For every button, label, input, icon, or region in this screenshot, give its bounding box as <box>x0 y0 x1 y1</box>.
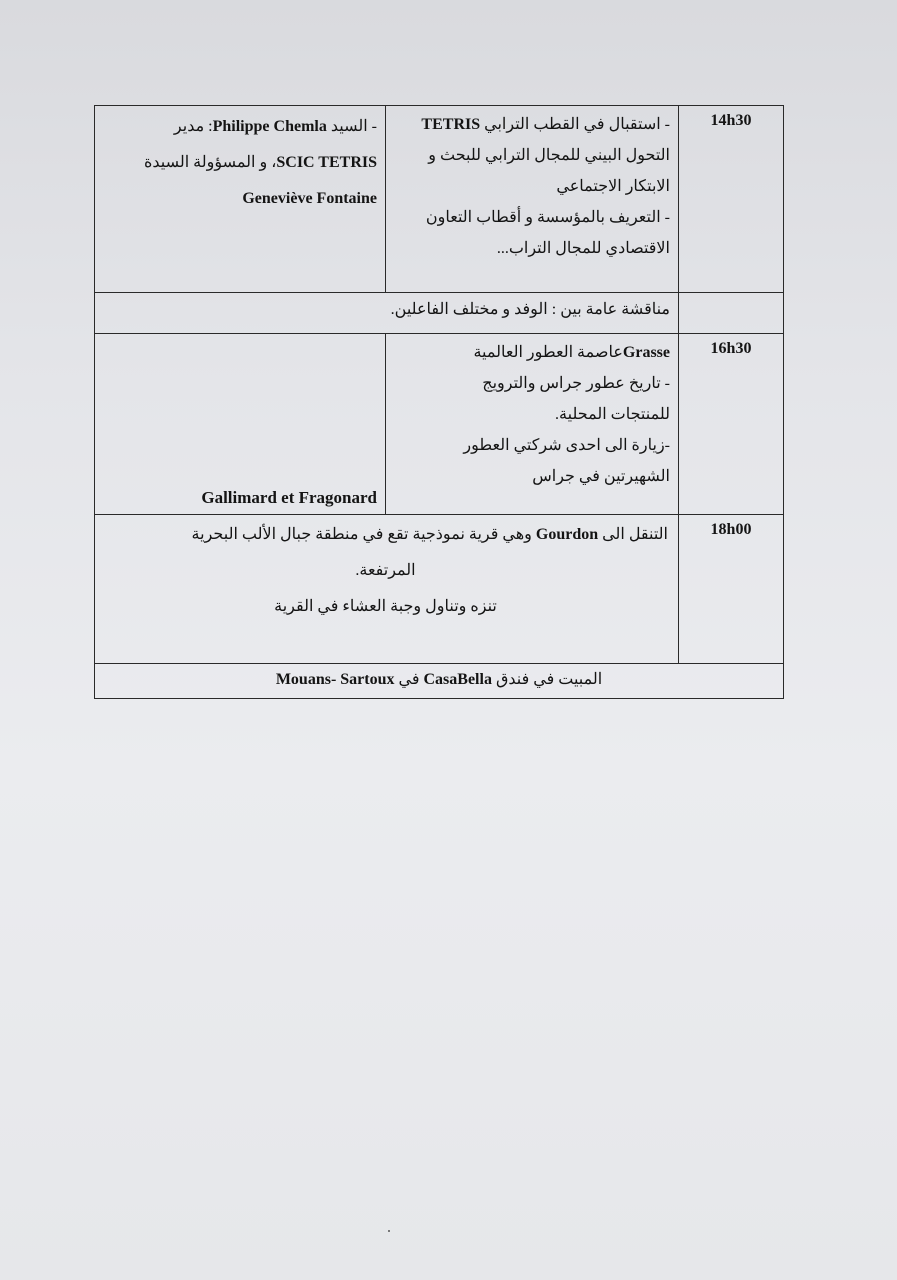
gourdon-line-3: تنزه وتناول وجبة العشاء في القرية <box>274 598 497 615</box>
schedule-row-footer <box>95 664 784 699</box>
people-cell <box>95 106 386 293</box>
schedule-row-discussion <box>95 293 784 334</box>
companies-name: Gallimard et Fragonard <box>201 488 377 507</box>
activity-cell <box>386 106 679 293</box>
gourdon-cell <box>95 515 679 664</box>
activity-line-2: التحول البيني للمجال الترابي للبحث و <box>428 147 670 164</box>
activity-line-2: - تاريخ عطور جراس والترويج <box>482 375 670 392</box>
time-cell: 16h30 <box>679 334 784 515</box>
activity-cell <box>386 334 679 515</box>
discussion-text: مناقشة عامة بين : الوفد و مختلف الفاعلين. <box>390 301 670 318</box>
paper-speck <box>388 1230 390 1232</box>
schedule-table <box>94 105 784 699</box>
footer-cell <box>95 664 784 699</box>
activity-line-1: Grasseعاصمة العطور العالمية <box>473 344 670 361</box>
time-cell: 18h00 <box>679 515 784 664</box>
gourdon-line-1: التنقل الى Gourdon وهي قرية نموذجية تقع في منطقة جبال الألب البحرية <box>191 526 668 543</box>
time-cell: 14h30 <box>679 106 784 293</box>
activity-line-4: - التعريف بالمؤسسة و أقطاب التعاون <box>425 209 670 226</box>
schedule-row-1630 <box>95 334 784 515</box>
people-line-3: Geneviève Fontaine <box>242 190 377 207</box>
schedule-row-1800 <box>95 515 784 664</box>
schedule-row-1430 <box>95 106 784 293</box>
activity-line-5: الشهيرتين في جراس <box>532 468 670 485</box>
people-line-1: - السيد Philippe Chemla: مدير <box>173 118 377 135</box>
discussion-cell <box>95 293 679 334</box>
activity-line-1: - استقبال في القطب الترابي TETRIS <box>421 116 670 133</box>
gourdon-line-2: المرتفعة. <box>355 562 416 579</box>
people-line-2: SCIC TETRIS، و المسؤولة السيدة <box>143 154 377 171</box>
people-cell <box>95 334 386 515</box>
activity-line-4: -زيارة الى احدى شركتي العطور <box>463 437 670 454</box>
time-cell-empty <box>679 293 784 334</box>
activity-line-5: الاقتصادي للمجال التراب... <box>496 240 670 257</box>
activity-line-3: الابتكار الاجتماعي <box>556 178 670 195</box>
overnight-text: المبيت في فندق CasaBella في Mouans- Sartoux <box>275 671 603 688</box>
activity-line-3: للمنتجات المحلية. <box>555 406 670 423</box>
